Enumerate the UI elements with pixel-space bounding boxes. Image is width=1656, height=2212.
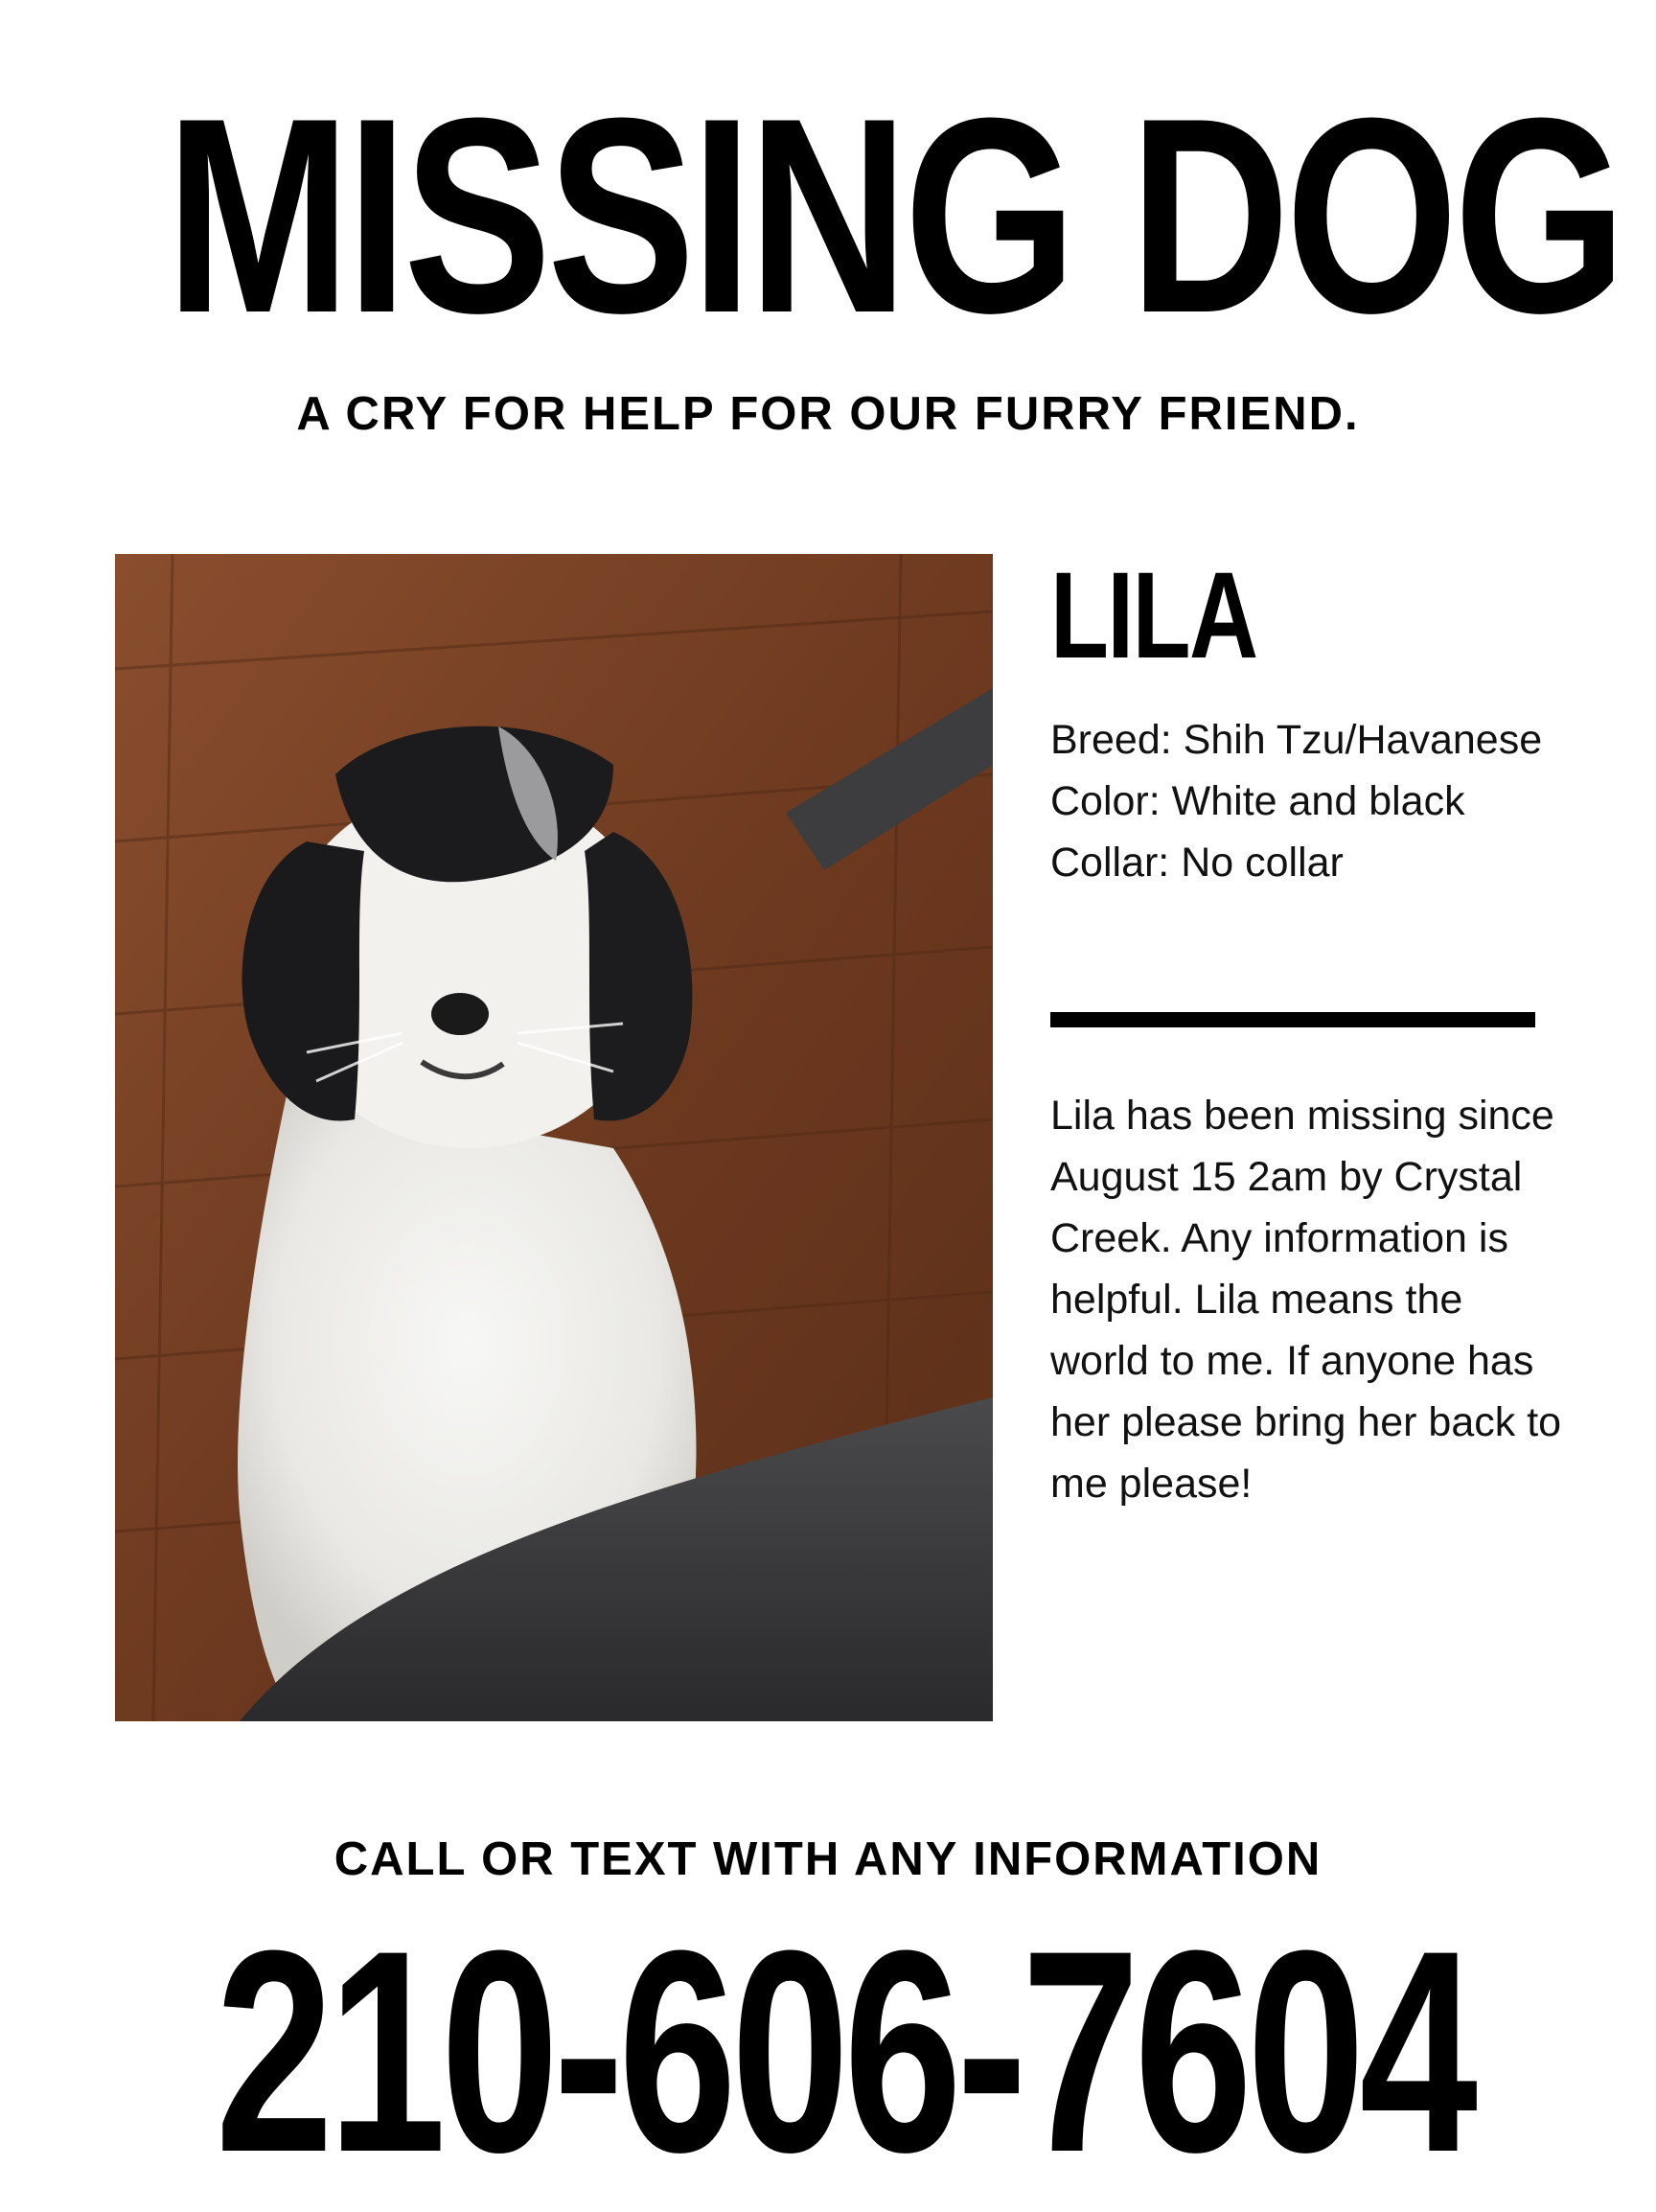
dog-photo [115, 554, 993, 1721]
missing-story: Lila has been missing since August 15 2am by Crystal Creek. Any information is helpful. Lila means the world to me. If anyone has her please bring her back to me please! [1050, 1093, 1562, 1507]
dog-photo-illustration [115, 554, 993, 1721]
section-divider [1050, 1012, 1535, 1027]
phone-number[interactable]: 210-606-7604 [215, 1890, 1473, 2212]
dog-details [1050, 709, 1549, 893]
dog-collar: Collar: No collar [1050, 840, 1344, 886]
dog-name: LILA [1050, 547, 1257, 684]
subheadline: A CRY FOR HELP FOR OUR FURRY FRIEND. [296, 388, 1360, 440]
headline-title: MISSING DOG [165, 60, 1622, 371]
dog-color: Color: White and black [1050, 778, 1465, 824]
dog-nose [431, 993, 489, 1035]
call-to-action: CALL OR TEXT WITH ANY INFORMATION [334, 1833, 1322, 1885]
dog-breed: Breed: Shih Tzu/Havanese [1050, 717, 1543, 763]
